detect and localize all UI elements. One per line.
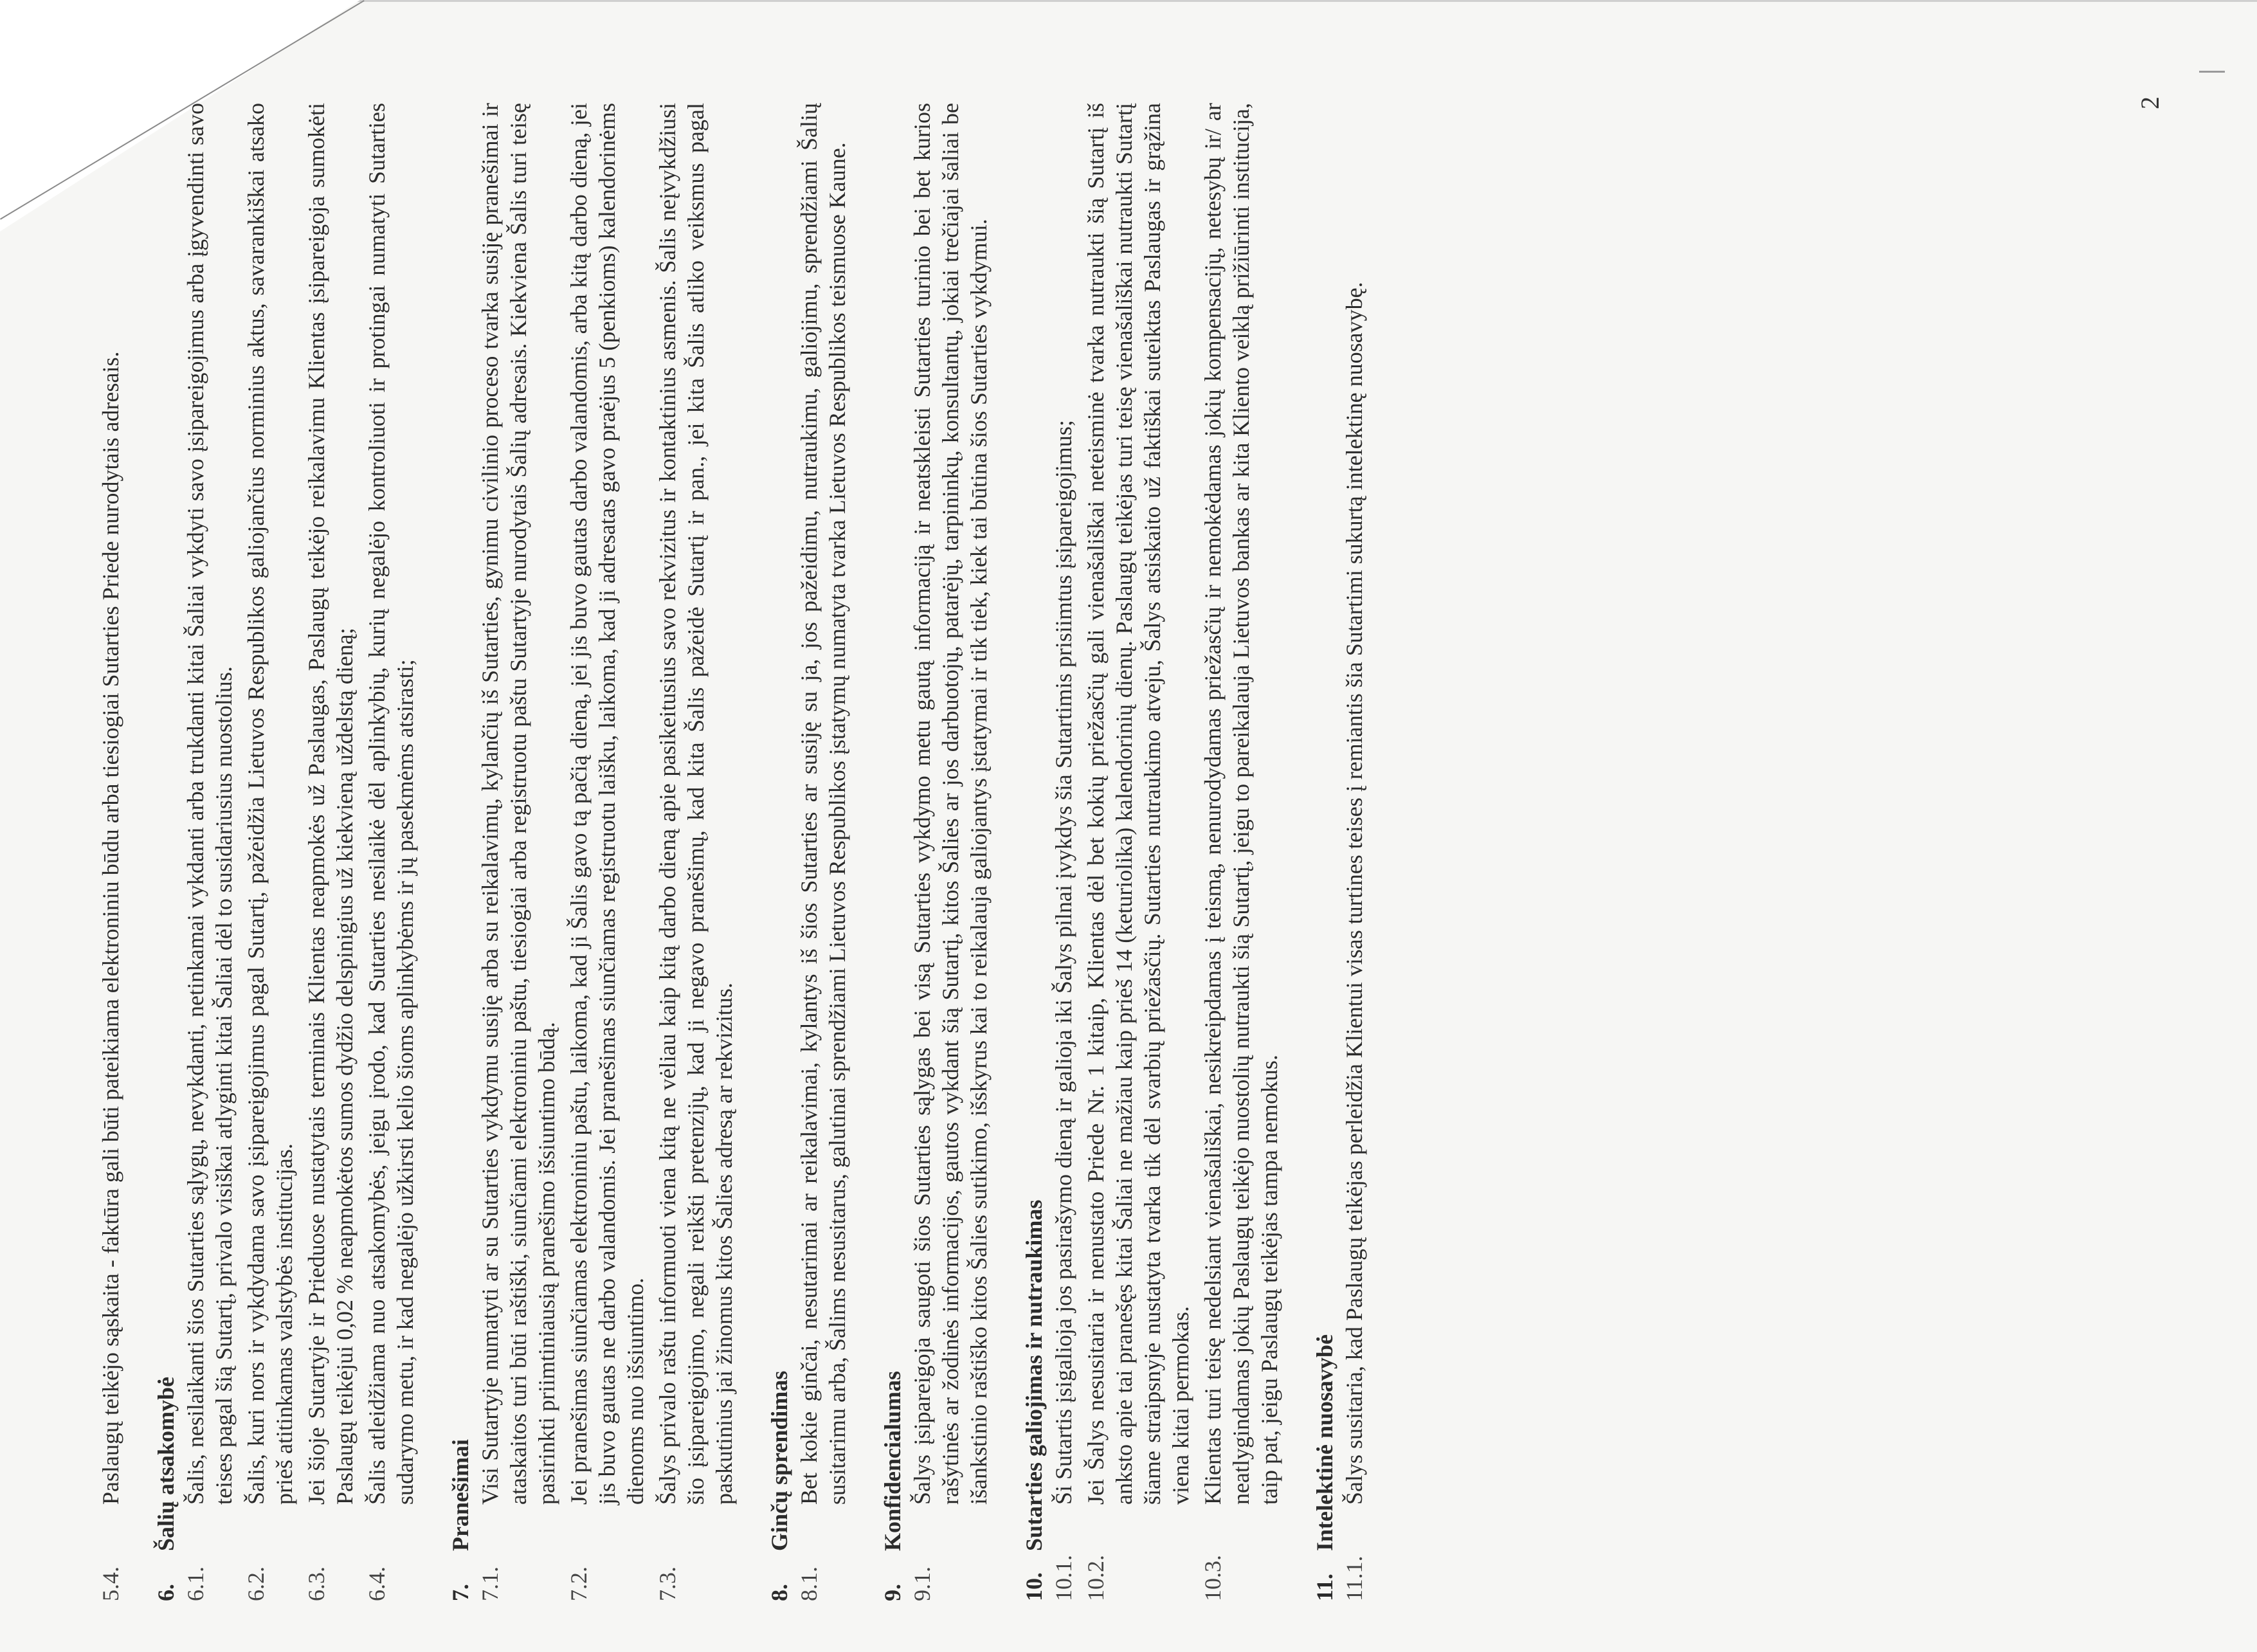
page-number: 2 — [2135, 96, 2164, 109]
clause — [1340, 103, 1368, 1601]
section — [878, 103, 993, 1601]
clause-text: Šalys susitaria, kad Paslaugų teikėjas perleidžia Klientui visas turtines teises į remiantis šia Sutartimi sukurtą intelektinę nuosavybę. — [1341, 282, 1367, 1505]
clause-number: 6.4. — [364, 1566, 390, 1601]
clause — [363, 103, 419, 1601]
clause — [908, 103, 993, 1601]
clause-text: Šalis, nesilaikanti šios Sutarties sąlygų, nevykdanti, netinkamai vykdanti arba trukdanti kitai Šaliai vykdyti savo įsipareigojimus arba įgyvendinti savo teises pagal šią Sutartį, privalo visiškai atlyginti kitai Šaliai dėl to susidariusius nuostolius. — [183, 103, 237, 1505]
clause — [1199, 103, 1283, 1601]
clause-text: Visi Sutartyje numatyti ar su Sutarties vykdymu susiję arba su reikalavimų, kylančių iš Sutarties, gynimu civilinio proceso tvarka susiję pranešimai ir ataskaitos turi būti raštiški, siunčiami elektroniniu paštu, tiesiogiai arba registruotu paštu Sutartyje nurodytais Šalių adresais. Kiekviena Šalis turi teisę pasirinkti priimtiniausią pranešimo išsiuntimo būdą. — [477, 103, 559, 1505]
clause — [653, 103, 738, 1601]
clause-number: 10.3. — [1200, 1555, 1226, 1601]
section-title — [878, 103, 907, 1601]
clause-text: Šalis, kuri nors ir vykdydama savo įsipareigojimus pagal Sutartį, pažeidžia Lietuvos Respublikos galiojančius norminius aktus, savarankiškai atsako prieš atitinkamas valstybės institucijas. — [243, 103, 297, 1505]
clause — [302, 103, 359, 1601]
section-number: 11. — [1312, 1573, 1337, 1601]
section — [1020, 103, 1283, 1601]
scan-mark — [2199, 71, 2225, 73]
clause-text: Šalys įsipareigoja saugoti šios Sutarties sąlygas bei visą Sutarties vykdymo metu gautą informaciją ir neatskleisti Sutarties turinio bei bet kurios rašytinės ar žodinės informacijos, gautos vykdant šią Sutartį, kitos Šalies ar jos darbuotojų, patarėjų, tarpininkų, konsultantų, jokiai trečiajai šaliai be išankstinio raštiško kitos Šalies sutikimo, išskyrus kai to reikalauja galiojantys įstatymai ir tik tiek, kiek tai būtina šios Sutarties vykdymui. — [909, 103, 992, 1505]
clause — [476, 103, 561, 1601]
section — [1310, 103, 1368, 1601]
section-number: 6. — [153, 1584, 179, 1601]
clause — [565, 103, 649, 1601]
clause-text: Jei pranešimas siunčiamas elektroniniu paštu, laikoma, kad ji Šalis gavo tą pačią dieną, jei jis buvo gautas darbo valandomis, arba kitą darbo dieną, jei jis buvo gautas ne darbo valandomis. Jei pranešimas siunčiamas registruotu laišku, laikoma, kad ji adresatas gavo praėjus 5 (penkioms) kalendorinėms dienoms nuo išsiuntimo. — [566, 103, 648, 1505]
clause-number: 7.3. — [655, 1566, 680, 1601]
section — [96, 103, 125, 1601]
section-number: 8. — [766, 1584, 792, 1601]
document-body — [96, 103, 2090, 1601]
clause-number: 5.4. — [98, 1566, 123, 1601]
section-number: 10. — [1021, 1572, 1047, 1601]
clause-text: Šalis atleidžiama nuo atsakomybės, jeigu įrodo, kad Sutarties nesilaikė dėl aplinkybių, kurių negalėjo kontroliuoti ir protingai numatyti Sutarties sudarymo metu, ir kad negalėjo užkirsti kelio šioms aplinkybėms ir jų pasekmėms atsirasti; — [364, 103, 418, 1505]
clause-text: Šalys privalo raštu informuoti viena kitą ne vėliau kaip kitą darbo dieną apie pasikeitusius savo rekvizitus ir kontaktinius asmenis. Šalis neįvykdžiusi šio įsipareigojimo, negali reikšti pretenzijų, kad ji negavo pranešimų, kad kita Šalis pažeidė Sutartį ir pan., jei kita Šalis atliko veiksmus pagal paskutinius jai žinomus kitos Šalies adresą ar rekvizitus. — [655, 103, 737, 1505]
section — [446, 103, 738, 1601]
clause — [795, 103, 851, 1601]
section-title-text: Šalių atsakomybė — [153, 1376, 179, 1551]
clause-number: 7.2. — [566, 1566, 592, 1601]
clause-text: Paslaugų teikėjo sąskaita - faktūra gali būti pateikiama elektroniniu būdu arba tiesiogiai Sutarties Priede nurodytais adresais. — [98, 351, 123, 1505]
section-title-text: Ginčų sprendimas — [766, 1370, 792, 1551]
clause-number: 6.2. — [243, 1566, 269, 1601]
clause-text: Jei Šalys nesusitaria ir nenustato Priede Nr. 1 kitaip, Klientas dėl bet kokių priežasčių gali vienašališkai neteisminė tvarka nutraukti šią Sutartį iš anksto apie tai pranešęs kitai Šaliai ne mažiau kaip prieš 14 (keturiolika) kalendorinių dienų. Paslaugų teikėjas turi teisę vienašališkai nutraukti Sutartį šiame straipsnyje nustatyta tvarka tik dėl svarbių priežasčių. Sutarties nutraukimo atveju, Šalys atsiskaito už faktiškai suteiktas Paslaugas ir grąžina viena kitai permokas. — [1083, 103, 1193, 1505]
clause-number: 6.3. — [304, 1566, 329, 1601]
section-title — [1310, 103, 1339, 1601]
section-title — [152, 103, 180, 1601]
clause — [96, 103, 125, 1601]
clause-number: 6.1. — [183, 1566, 208, 1601]
section-title — [446, 103, 475, 1601]
section-title-text: Sutarties galiojimas ir nutraukimas — [1021, 1199, 1047, 1551]
clause-text: Ši Sutartis įsigalioja jos pasirašymo dieną ir galioja iki Šalys pilnai įvykdys šia Sutartimis prisiimtus įsipareigojimus; — [1051, 420, 1076, 1505]
clause-number: 11.1. — [1341, 1556, 1367, 1601]
section-title-text: Konfidencialumas — [880, 1370, 905, 1551]
section-title-text: Pranešimai — [448, 1439, 473, 1551]
clause-number: 8.1. — [796, 1566, 822, 1601]
clause — [181, 103, 238, 1601]
clause — [242, 103, 298, 1601]
clause — [1049, 103, 1078, 1601]
clause-text: Bet kokie ginčai, nesutarimai ar reikalavimai, kylantys iš šios Sutarties ar susiję su ja, jos pažeidimu, nutraukimu, galiojimu, sprendžiami Šalių susitarimu arba, Šalims nesusitarus, galutinai sprendžiami Lietuvos Respublikos įstatymų numatyta tvarka Lietuvos Respublikos teismuose Kaune. — [796, 103, 850, 1505]
clause-text: Jei šioje Sutartyje ir Prieduose nustatytais terminais Klientas neapmokės už Paslaugas, Paslaugų teikėjo reikalavimu Klientas įsipareigoja sumokėti Paslaugų teikėjui 0,02 % neapmokėtos sumos dydžio delspinigius už kiekvieną uždelstą dieną; — [304, 103, 358, 1505]
section-title-text: Intelektinė nuosavybė — [1312, 1334, 1337, 1551]
section — [765, 103, 851, 1601]
clause — [1082, 103, 1195, 1601]
section-number: 9. — [880, 1584, 905, 1601]
clause-number: 10.2. — [1083, 1555, 1109, 1601]
clause-number: 10.1. — [1051, 1555, 1076, 1601]
section-title — [1020, 103, 1048, 1601]
section — [152, 103, 419, 1601]
clause-text: Klientas turi teisę nedelsiant vienašališkai, nesikreipdamas į teismą, nenurodydamas priežasčių ir nemokėdamas jokių kompensacijų, netesybų ir/ ar neatlygindamas jokių Paslaugų teikėjo nuostolių nutraukti šią Sutartį, jeigu to pareikalauja Lietuvos bankas ar kita Kliento veiklą prižiūrinti institucija, taip pat, jeigu Paslaugų teikėjas tampa nemokus. — [1200, 103, 1282, 1505]
clause-number: 7.1. — [477, 1566, 503, 1601]
clause-number: 9.1. — [909, 1566, 935, 1601]
section-title — [765, 103, 793, 1601]
section-number: 7. — [448, 1584, 473, 1601]
